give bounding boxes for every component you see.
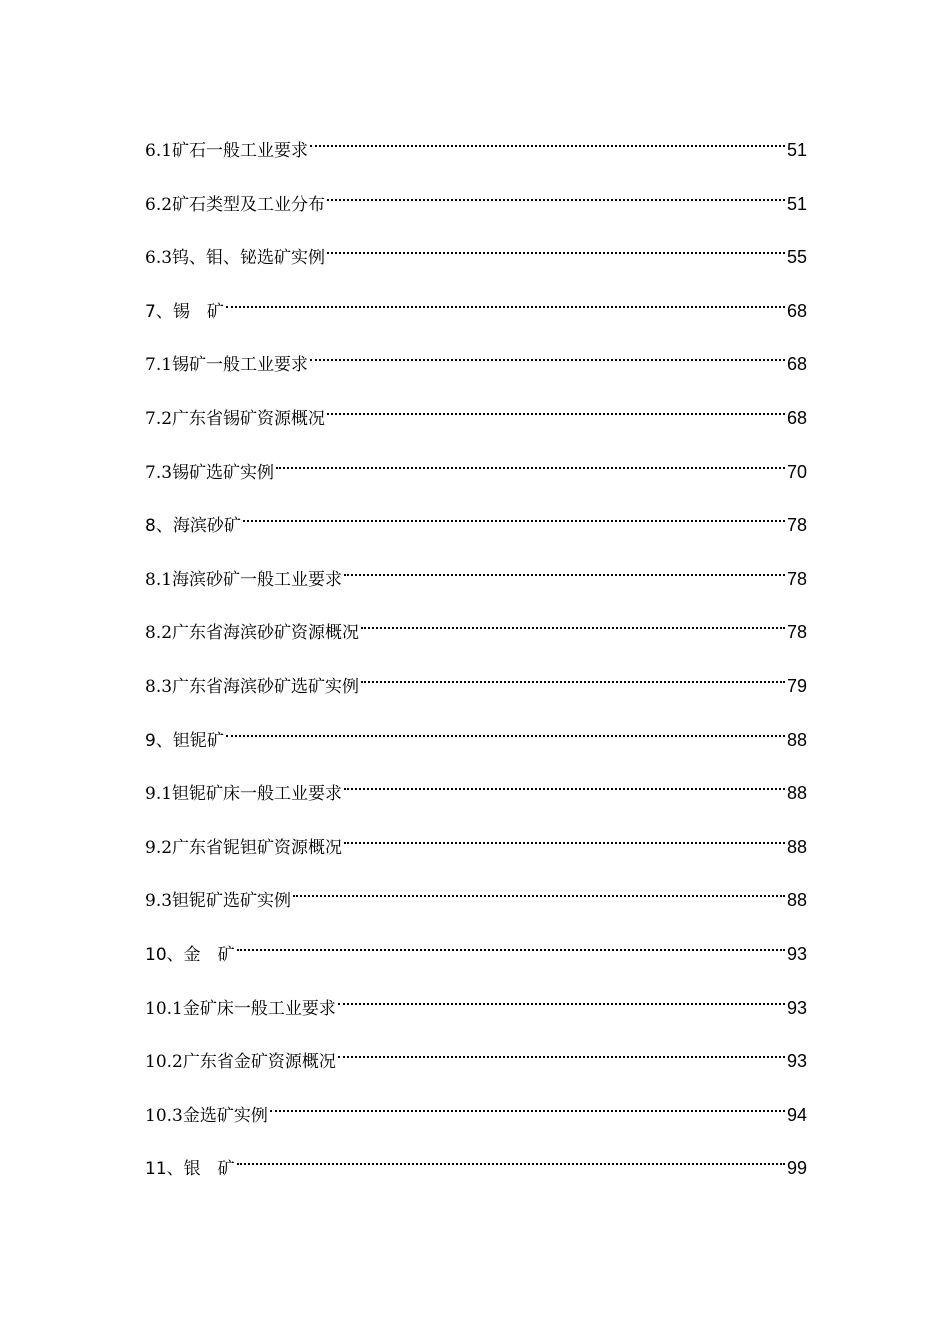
toc-entry-title: 7、锡 矿	[145, 301, 224, 322]
toc-entry[interactable]	[145, 978, 807, 1032]
toc-entry-title: 9.1钽铌矿床一般工业要求	[145, 784, 343, 805]
toc-entry[interactable]	[145, 227, 807, 281]
toc-entry-page: 68	[786, 300, 807, 321]
toc-dot-leader	[361, 602, 785, 638]
toc-entry-title: 8.2广东省海滨砂矿资源概况	[145, 623, 360, 644]
toc-entry-title: 7.2广东省锡矿资源概况	[145, 408, 326, 429]
toc-dot-leader	[327, 174, 785, 210]
toc-entry[interactable]	[145, 602, 807, 656]
toc-entry-page: 51	[786, 193, 807, 214]
toc-dot-leader	[361, 656, 785, 692]
toc-dot-leader	[243, 495, 785, 531]
toc-entry-title: 9.2广东省铌钽矿资源概况	[145, 837, 343, 858]
toc-dot-leader	[293, 870, 785, 906]
toc-entry-title: 8、海滨砂矿	[145, 516, 241, 537]
toc-entry-title: 10.3金选矿实例	[145, 1105, 268, 1126]
toc-entry-page: 78	[786, 515, 807, 536]
toc-entry-page: 55	[786, 247, 807, 268]
toc-entry[interactable]	[145, 388, 807, 442]
toc-dot-leader	[327, 388, 785, 424]
toc-entry-page: 70	[786, 461, 807, 482]
toc-entry[interactable]	[145, 174, 807, 228]
toc-dot-leader	[310, 334, 785, 370]
toc-dot-leader	[226, 710, 785, 746]
toc-entry-title: 10、金 矿	[145, 944, 235, 965]
toc-dot-leader	[226, 281, 785, 317]
toc-entry-title: 9、钽铌矿	[145, 730, 224, 751]
toc-entry[interactable]	[145, 710, 807, 764]
toc-entry-page: 88	[786, 836, 807, 857]
toc-dot-leader	[276, 442, 785, 478]
toc-entry[interactable]	[145, 817, 807, 871]
toc-entry[interactable]	[145, 924, 807, 978]
toc-entry-title: 7.3锡矿选矿实例	[145, 462, 275, 483]
toc-entry[interactable]	[145, 1085, 807, 1139]
toc-entry[interactable]	[145, 549, 807, 603]
toc-dot-leader	[344, 549, 785, 585]
toc-entry[interactable]	[145, 763, 807, 817]
toc-dot-leader	[338, 978, 785, 1014]
toc-dot-leader	[344, 817, 785, 853]
toc-entry-page: 78	[786, 622, 807, 643]
toc-dot-leader	[344, 763, 785, 799]
toc-entry-page: 88	[786, 783, 807, 804]
toc-entry-page: 93	[786, 943, 807, 964]
toc-entry-title: 8.1海滨砂矿一般工业要求	[145, 569, 343, 590]
toc-entry-page: 78	[786, 568, 807, 589]
toc-dot-leader	[237, 924, 785, 960]
toc-entry-page: 99	[786, 1158, 807, 1179]
toc-dot-leader	[270, 1085, 785, 1121]
toc-dot-leader	[327, 227, 785, 263]
toc-entry[interactable]	[145, 120, 807, 174]
toc-entry-page: 51	[786, 140, 807, 160]
toc-entry-title: 6.2矿石类型及工业分布	[145, 194, 326, 215]
toc-entry-title: 10.2广东省金矿资源概况	[145, 1052, 336, 1073]
toc-entry-title: 9.3钽铌矿选矿实例	[145, 891, 292, 912]
toc-entry[interactable]	[145, 281, 807, 335]
toc-entry-title: 8.3广东省海滨砂矿选矿实例	[145, 676, 360, 697]
toc-entry-page: 94	[786, 1104, 807, 1125]
toc-entry-page: 79	[786, 675, 807, 696]
toc-entry-page: 88	[786, 729, 807, 750]
toc-entry-title: 6.3钨、钼、铋选矿实例	[145, 248, 326, 269]
toc-entry-page: 93	[786, 997, 807, 1018]
toc-entry-title: 11、银 矿	[145, 1159, 235, 1180]
toc-entry[interactable]	[145, 656, 807, 710]
toc-dot-leader	[338, 1031, 785, 1067]
toc-entry[interactable]	[145, 1138, 807, 1192]
toc-entry-title: 7.1锡矿一般工业要求	[145, 355, 309, 376]
toc-entry-title: 6.1矿石一般工业要求	[145, 141, 309, 161]
toc-entry-page: 88	[786, 890, 807, 911]
toc-entry-title: 10.1金矿床一般工业要求	[145, 998, 336, 1019]
toc-entry[interactable]	[145, 1031, 807, 1085]
toc-entry[interactable]	[145, 334, 807, 388]
toc-entry[interactable]	[145, 870, 807, 924]
toc-entry-page: 68	[786, 407, 807, 428]
table-of-contents	[145, 120, 807, 1192]
toc-dot-leader	[310, 120, 785, 156]
toc-entry-page: 68	[786, 354, 807, 375]
toc-entry-page: 93	[786, 1051, 807, 1072]
toc-entry[interactable]	[145, 495, 807, 549]
toc-entry[interactable]	[145, 442, 807, 496]
toc-dot-leader	[237, 1138, 785, 1174]
